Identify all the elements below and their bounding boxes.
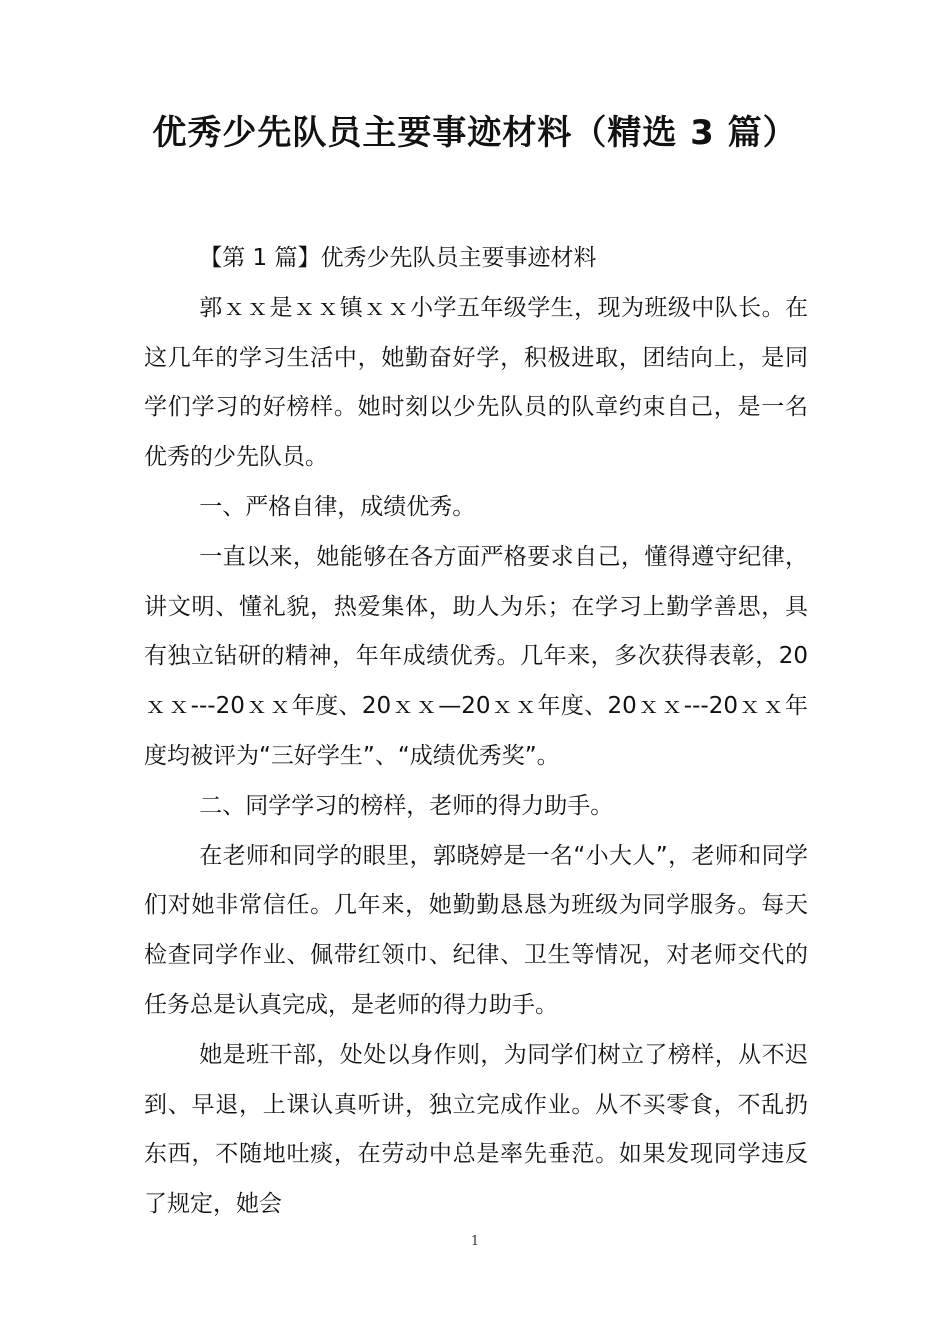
paragraph-intro: 郭ｘｘ是ｘｘ镇ｘｘ小学五年级学生，现为班级中队长。在这几年的学习生活中，她勤奋好学，积极进取，团结向上，是同学们学习的好榜样。她时刻以少先队员的队章约束自己，是一名优秀的少先队员。: [144, 294, 808, 471]
document-title: 优秀少先队员主要事迹材料（精选 3 篇）: [152, 113, 798, 153]
subheading-role-model: 二、同学学习的榜样，老师的得力助手。: [199, 792, 614, 819]
subheading-discipline: 一、严格自律，成绩优秀。: [199, 493, 476, 520]
document-body: [144, 234, 808, 1230]
paragraph-class-leader: 她是班干部，处处以身作则，为同学们树立了榜样，从不迟到、早退，上课认真听讲，独立完成作业。从不买零食，不乱扔东西，不随地吐痰，在劳动中总是率先垂范。如果发现同学违反了规定，她会: [144, 1041, 808, 1218]
paragraph-role-model: 在老师和同学的眼里，郭晓婷是一名“小大人”，老师和同学们对她非常信任。几年来，她勤勤恳恳为班级为同学服务。每天检查同学作业、佩带红领巾、纪律、卫生等情况，对老师交代的任务总是认真完成，是老师的得力助手。: [144, 842, 808, 1018]
paragraph-discipline: 一直以来，她能够在各方面严格要求自己，懂得遵守纪律，讲文明、懂礼貌，热爱集体，助人为乐；在学习上勤学善思，具有独立钻研的精神，年年成绩优秀。几年来，多次获得表彰，20ｘｘ---20ｘｘ年度、20ｘｘ—20ｘｘ年度、20ｘｘ---20ｘｘ年度均被评为“三好学生”、“成绩优秀奖”。: [144, 543, 808, 769]
section-heading-part-1: 【第 1 篇】优秀少先队员主要事迹材料: [199, 245, 597, 271]
page-number: 1: [470, 1234, 480, 1249]
